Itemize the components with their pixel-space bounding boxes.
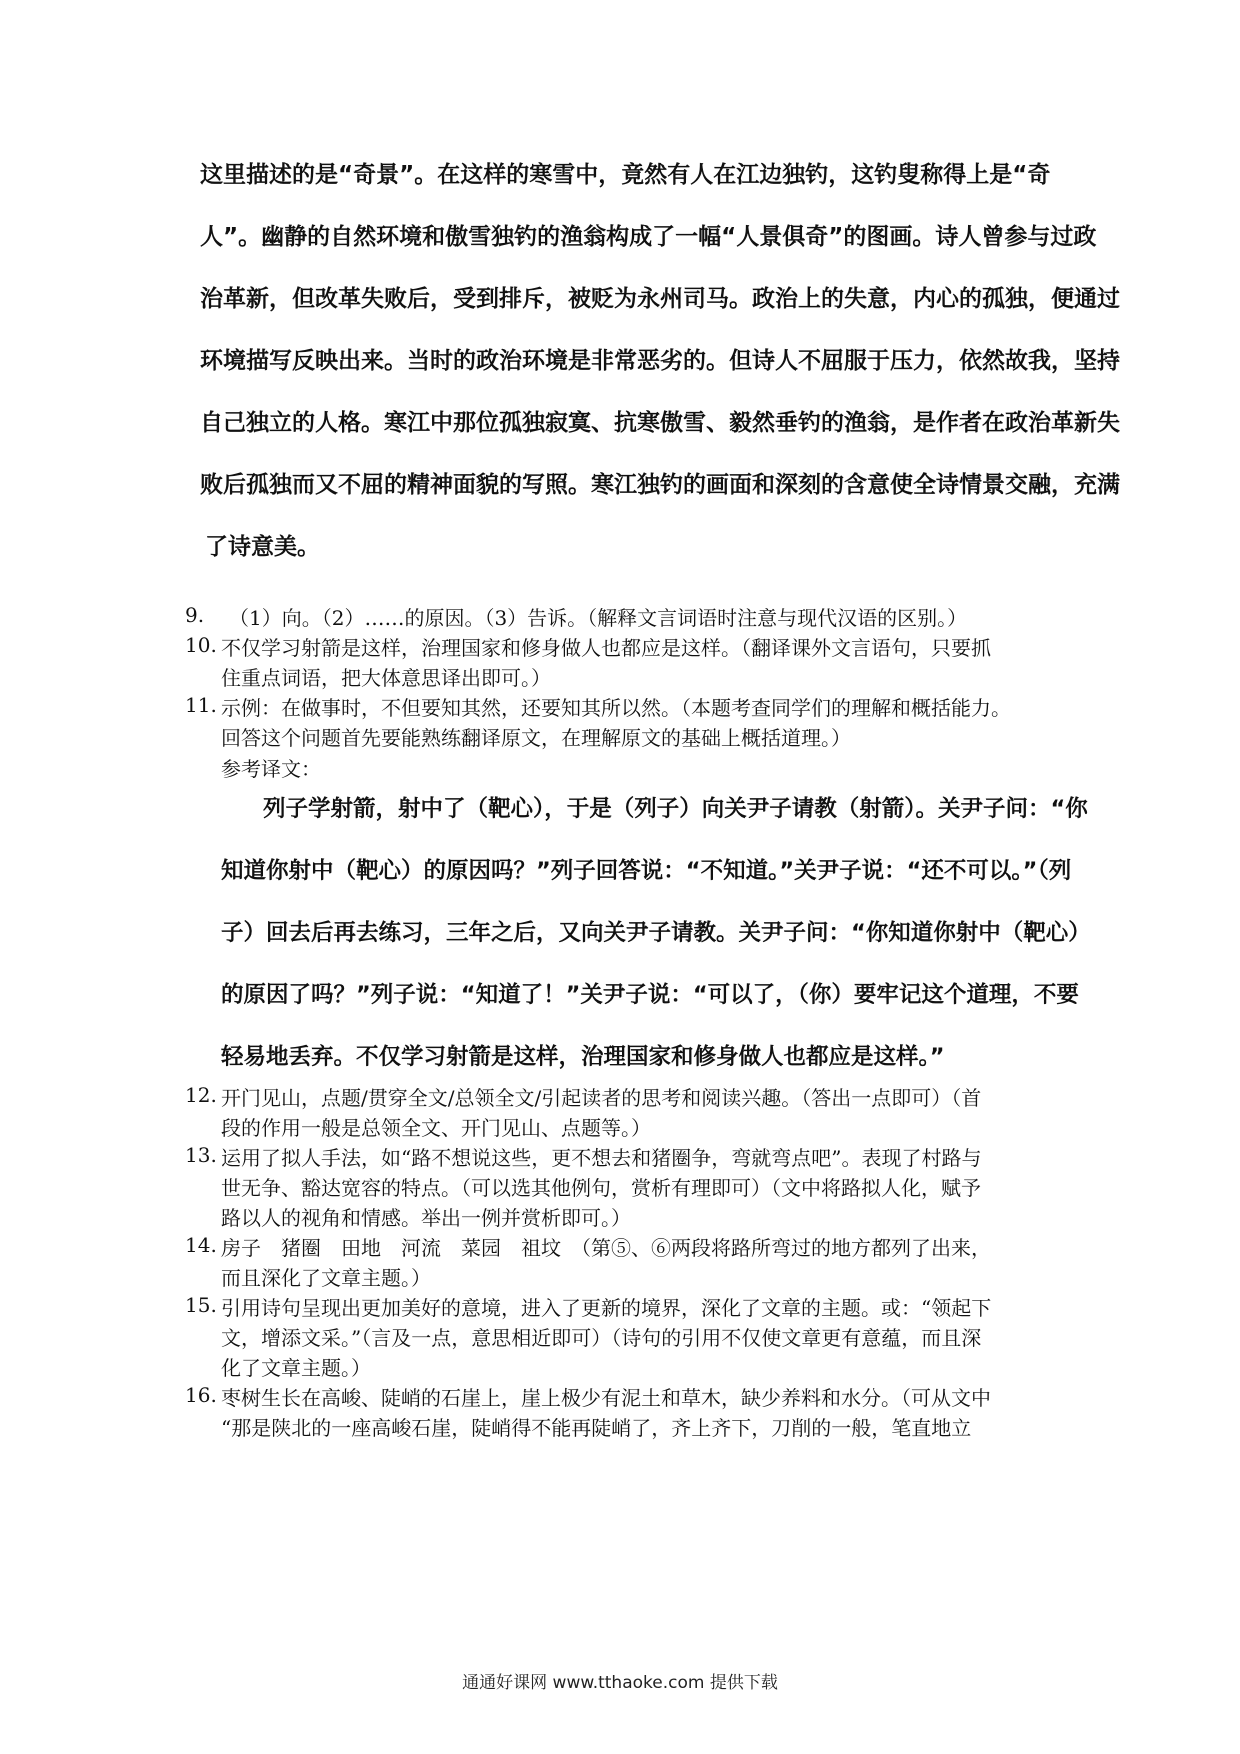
answer-line: 文，增添文采。”（言及一点，意思相近即可）（诗句的引用不仅使文章更有意蕴，而且深 <box>221 1326 982 1350</box>
answer-line: 不仅学习射箭是这样，治理国家和修身做人也都应是这样。（翻译课外文言语句，只要抓 <box>221 636 991 660</box>
answer-line: 示例：在做事时，不但要知其然，还要知其所以然。（本题考查同学们的理解和概括能力。 <box>221 696 1011 720</box>
answer-number: 11. <box>185 693 217 717</box>
translation-line: 轻易地丢弃。不仅学习射箭是这样，治理国家和修身做人也都应是这样。” <box>221 1044 945 1070</box>
answer-number: 12. <box>185 1083 217 1107</box>
answer-line: 开门见山，点题/贯穿全文/总领全文/引起读者的思考和阅读兴趣。（答出一点即可）（首 <box>221 1086 982 1110</box>
paragraph-line: 环境描写反映出来。当时的政治环境是非常恶劣的。但诗人不屈服于压力，依然故我，坚持 <box>200 348 1120 374</box>
paragraph-line: 这里描述的是“奇景”。在这样的寒雪中，竟然有人在江边独钓，这钓叟称得上是“奇 <box>200 162 1051 188</box>
answer-line: 而且深化了文章主题。） <box>221 1266 431 1290</box>
paragraph-line: 了诗意美。 <box>205 534 320 560</box>
answer-number: 15. <box>185 1293 217 1317</box>
answer-line: 段的作用一般是总领全文、开门见山、点题等。） <box>221 1116 651 1140</box>
answer-item-12 <box>185 1083 1065 1143</box>
answer-line: 路以人的视角和情感。举出一例并赏析即可。） <box>221 1206 631 1230</box>
answer-number: 9. <box>185 603 205 627</box>
answer-line: （1）向。（2）……的原因。（3）告诉。（解释文言词语时注意与现代汉语的区别。） <box>229 606 968 630</box>
answer-item-11 <box>185 693 1091 1083</box>
answer-line: 引用诗句呈现出更加美好的意境，进入了更新的境界，深化了文章的主题。或：“领起下 <box>221 1296 992 1320</box>
answer-number: 16. <box>185 1383 217 1407</box>
answer-item-10 <box>185 633 1065 693</box>
answer-item-14 <box>185 1233 1065 1293</box>
reference-translation <box>221 791 1091 1083</box>
reference-translation-label: 参考译文： <box>221 757 321 781</box>
answer-number: 14. <box>185 1233 217 1257</box>
answer-item-13 <box>185 1143 1065 1233</box>
translation-line: 列子学射箭，射中了（靶心），于是（列子）向关尹子请教（射箭）。关尹子问：“你 <box>263 796 1088 822</box>
page-footer: 通通好课网 www.tthaoke.com 提供下载 <box>462 1673 778 1693</box>
answer-line: 化了文章主题。） <box>221 1356 371 1380</box>
answer-line: 回答这个问题首先要能熟练翻译原文，在理解原文的基础上概括道理。） <box>221 726 851 750</box>
translation-line: 子）回去后再去练习，三年之后，又向关尹子请教。关尹子问：“你知道你射中（靶心） <box>221 920 1091 946</box>
answer-item-15 <box>185 1293 1065 1383</box>
paragraph-line: 自己独立的人格。寒江中那位孤独寂寞、抗寒傲雪、毅然垂钓的渔翁，是作者在政治革新失 <box>200 410 1120 436</box>
poem-analysis-paragraph <box>200 160 1120 594</box>
answer-number: 10. <box>185 633 217 657</box>
answer-item-16 <box>185 1383 1065 1443</box>
translation-line: 的原因了吗？”列子说：“知道了！”关尹子说：“可以了，（你）要牢记这个道理，不要 <box>221 982 1079 1008</box>
answer-number: 13. <box>185 1143 217 1167</box>
paragraph-line: 败后孤独而又不屈的精神面貌的写照。寒江独钓的画面和深刻的含意使全诗情景交融，充满 <box>200 472 1120 498</box>
answer-line: 住重点词语，把大体意思译出即可。） <box>221 666 551 690</box>
answer-line: 枣树生长在高峻、陡峭的石崖上，崖上极少有泥土和草木，缺少养料和水分。（可从文中 <box>221 1386 991 1410</box>
answer-item-9 <box>185 603 1065 633</box>
answer-list <box>185 603 1091 1443</box>
answer-line: 世无争、豁达宽容的特点。（可以选其他例句，赏析有理即可）（文中将路拟人化，赋予 <box>221 1176 981 1200</box>
paragraph-line: 治革新，但改革失败后，受到排斥，被贬为永州司马。政治上的失意，内心的孤独，便通过 <box>200 286 1120 312</box>
translation-line: 知道你射中（靶心）的原因吗？”列子回答说：“不知道。”关尹子说：“还不可以。”（列 <box>221 858 1072 884</box>
paragraph-line: 人”。幽静的自然环境和傲雪独钓的渔翁构成了一幅“人景俱奇”的图画。诗人曾参与过政 <box>200 224 1097 250</box>
answer-line: 房子 猪圈 田地 河流 菜园 祖坟 （第⑤、⑥两段将路所弯过的地方都列了出来， <box>221 1236 991 1260</box>
answer-line: 运用了拟人手法，如“路不想说这些，更不想去和猪圈争，弯就弯点吧”。表现了村路与 <box>221 1146 982 1170</box>
answer-line: “那是陕北的一座高峻石崖，陡峭得不能再陡峭了，齐上齐下，刀削的一般，笔直地立 <box>221 1416 972 1440</box>
